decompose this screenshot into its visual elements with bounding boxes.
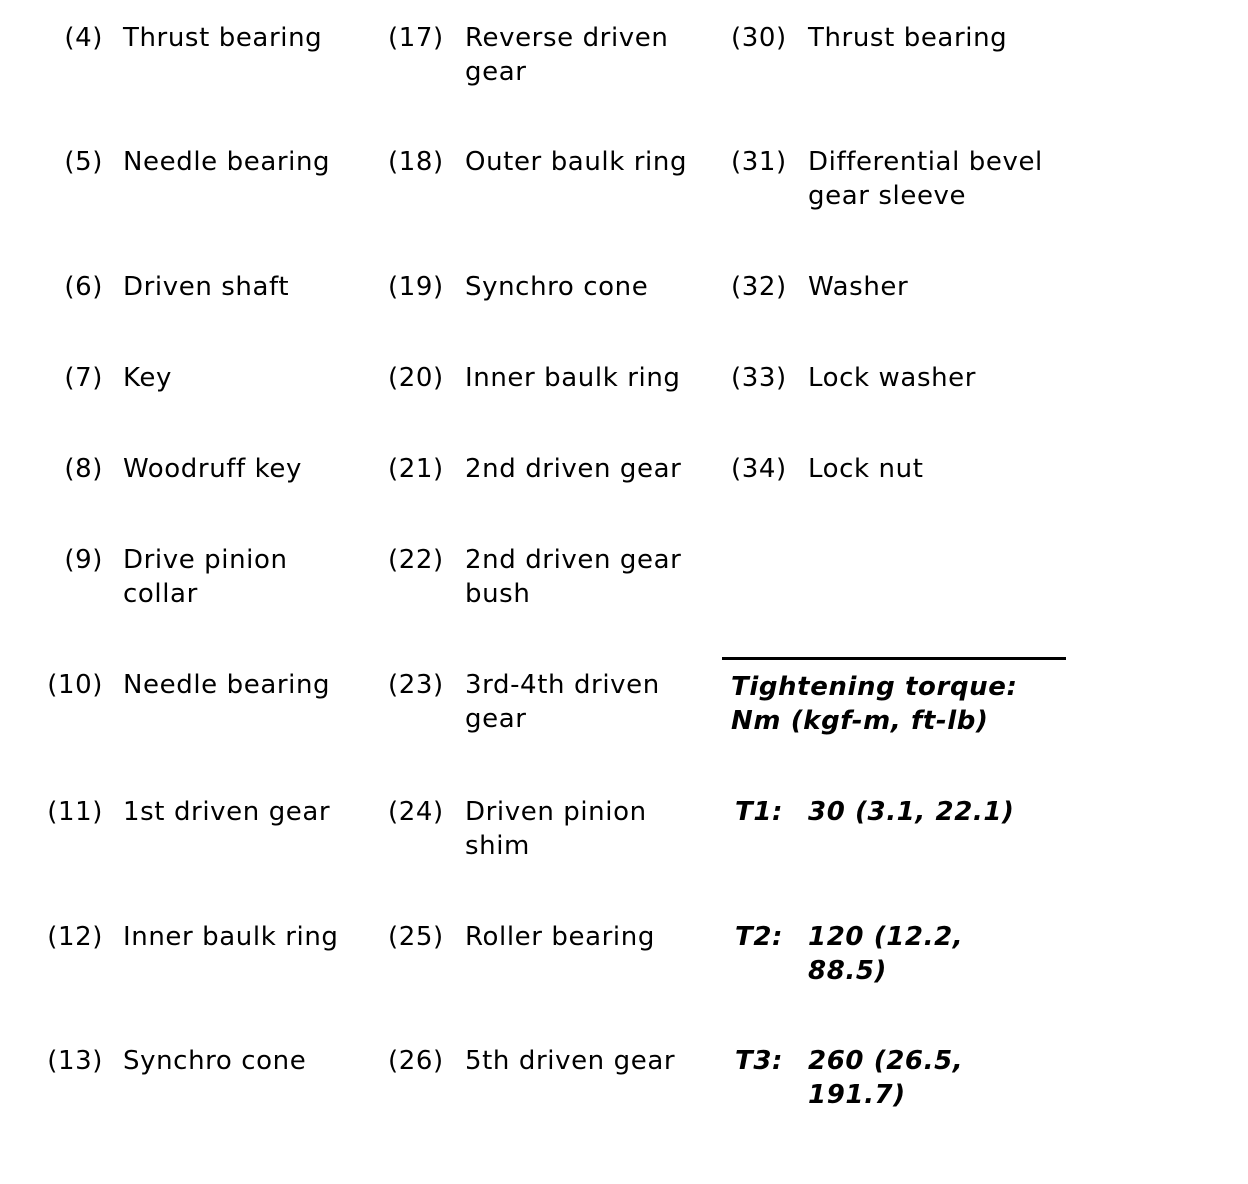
item-label: 3rd-4th driven gear [465, 670, 660, 734]
torque-title: Tightening torque: Nm (kgf-m, ft-lb) [731, 672, 1018, 736]
torque-key: T1: [735, 797, 784, 827]
torque-divider [722, 657, 1066, 660]
item-label: Inner baulk ring [465, 363, 681, 393]
item-number: (5) [64, 147, 103, 177]
item-number: (24) [388, 797, 444, 827]
item-number: (18) [388, 147, 444, 177]
item-number: (19) [388, 272, 444, 302]
item-number: (23) [388, 670, 444, 700]
item-label: 1st driven gear [123, 797, 331, 827]
item-label: Lock nut [808, 454, 924, 484]
item-number: (22) [388, 545, 444, 575]
item-number: (21) [388, 454, 444, 484]
item-number: (26) [388, 1046, 444, 1076]
torque-key: T3: [735, 1046, 784, 1076]
item-label: 5th driven gear [465, 1046, 676, 1076]
item-label: Synchro cone [123, 1046, 307, 1076]
item-label: Needle bearing [123, 670, 331, 700]
item-number: (33) [731, 363, 787, 393]
item-label: Synchro cone [465, 272, 649, 302]
item-number: (34) [731, 454, 787, 484]
item-number: (17) [388, 23, 444, 53]
torque-value: 260 (26.5, 191.7) [808, 1046, 964, 1110]
item-number: (32) [731, 272, 787, 302]
item-number: (8) [64, 454, 103, 484]
item-label: Lock washer [808, 363, 977, 393]
item-number: (9) [64, 545, 103, 575]
item-label: Driven pinion shim [465, 797, 647, 861]
item-number: (25) [388, 922, 444, 952]
item-label: 2nd driven gear bush [465, 545, 682, 609]
item-label: Needle bearing [123, 147, 331, 177]
torque-key: T2: [735, 922, 784, 952]
item-label: Inner baulk ring [123, 922, 339, 952]
item-label: Thrust bearing [808, 23, 1008, 53]
torque-value: 120 (12.2, 88.5) [808, 922, 964, 986]
item-number: (10) [47, 670, 103, 700]
item-label: Thrust bearing [123, 23, 323, 53]
item-number: (31) [731, 147, 787, 177]
item-label: 2nd driven gear [465, 454, 682, 484]
item-label: Washer [808, 272, 909, 302]
item-number: (30) [731, 23, 787, 53]
item-number: (4) [64, 23, 103, 53]
item-number: (20) [388, 363, 444, 393]
item-number: (12) [47, 922, 103, 952]
item-label: Reverse driven gear [465, 23, 669, 87]
item-label: Roller bearing [465, 922, 655, 952]
item-label: Woodruff key [123, 454, 302, 484]
torque-value: 30 (3.1, 22.1) [808, 797, 1015, 827]
item-number: (11) [47, 797, 103, 827]
item-label: Drive pinion collar [123, 545, 288, 609]
item-number: (7) [64, 363, 103, 393]
item-number: (6) [64, 272, 103, 302]
item-label: Differential bevel gear sleeve [808, 147, 1043, 211]
item-label: Outer baulk ring [465, 147, 688, 177]
item-label: Key [123, 363, 172, 393]
item-number: (13) [47, 1046, 103, 1076]
item-label: Driven shaft [123, 272, 290, 302]
